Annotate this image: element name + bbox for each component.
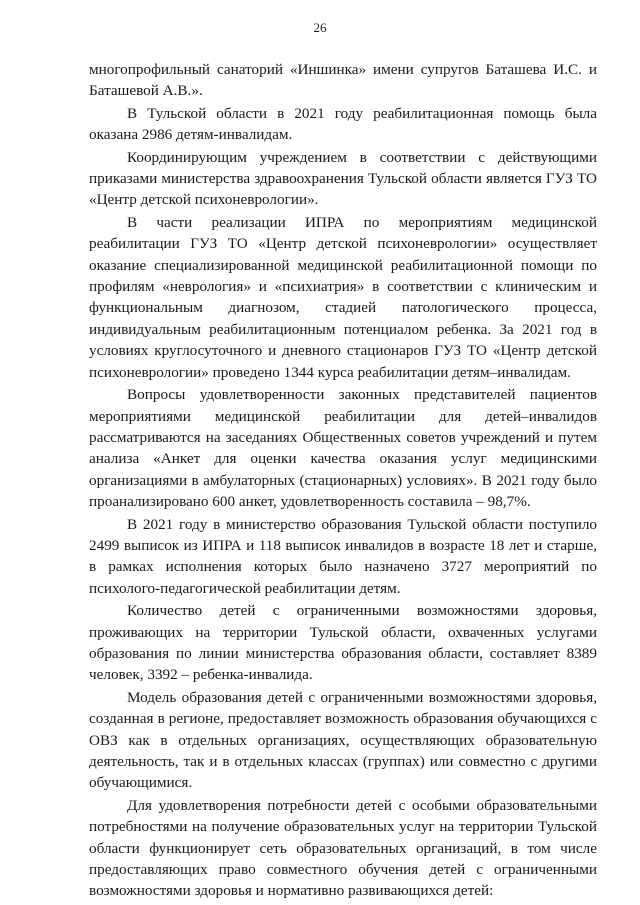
paragraph-satisfaction-survey: Вопросы удовлетворенности законных представителей пациентов мероприятиями медицинской реабилитации для детей–инвалидов рассматриваются на заседаниях Общественных советов учреждений и путем анализа «Анкет для оценки качества оказания услуг медицинскими организациями в амбулаторных (стационарных) условиях». В 2021 году было проанализировано 600 анкет, удовлетворенность составила – 98,7%. xyxy=(89,386,597,511)
document-body xyxy=(89,59,597,903)
paragraph-rehab-help-2021: В Тульской области в 2021 году реабилитационная помощь была оказана 2986 детям-инвалидам. xyxy=(89,104,597,144)
paragraph-children-count: Количество детей с ограниченными возможностями здоровья, проживающих на территории Тульской области, охваченных услугами образования по линии министерства образования области, составляет 8389 человек, 3392 – ребенка-инвалида. xyxy=(89,602,597,684)
page-number: 26 xyxy=(313,20,327,35)
paragraph-coordinating-institution: Координирующим учреждением в соответствии с действующими приказами министерства здравоохранения Тульской области является ГУЗ ТО «Центр детской психоневрологии». xyxy=(89,148,597,209)
paragraph-sanatorium-continuation: многопрофильный санаторий «Иншинка» имени супругов Баташева И.С. и Баташевой А.В.». xyxy=(89,61,597,100)
paragraph-education-model: Модель образования детей с ограниченными возможностями здоровья, созданная в регионе, предоставляет возможность образования обучающихся с ОВЗ как в отдельных организациях, осуществляющих образовательную деятельность, так и в отдельных классах (группах) или совместно с другими обучающимися. xyxy=(89,688,597,792)
paragraph-ipra-medical-rehab: В части реализации ИПРА по мероприятиям медицинской реабилитации ГУЗ ТО «Центр детской психоневрологии» осуществляет оказание специализированной медицинской реабилитационной помощи по профилям «неврология» и «психиатрия» в соответствии с клиническим и функциональным диагнозом, стадией патологического процесса, индивидуальным реабилитационным потенциалом ребенка. За 2021 год в условиях круглосуточного и дневного стационаров ГУЗ ТО «Центр детской психоневрологии» проведено 1344 курса реабилитации детям–инвалидам. xyxy=(89,213,597,381)
paragraph-education-network: Для удовлетворения потребности детей с особыми образовательными потребностями на получение образовательных услуг на территории Тульской области функционирует сеть образовательных организаций, в том числе предоставляющих право совместного обучения детей с ограниченными возможностями здоровья и нормативно развивающихся детей: xyxy=(89,796,597,900)
paragraph-ministry-education-extracts: В 2021 году в министерство образования Тульской области поступило 2499 выписок из ИПРА и 118 выписок инвалидов в возрасте 18 лет и старше, в рамках исполнения которых было назначено 3727 мероприятий по психолого-педагогической реабилитации детям. xyxy=(89,515,597,597)
